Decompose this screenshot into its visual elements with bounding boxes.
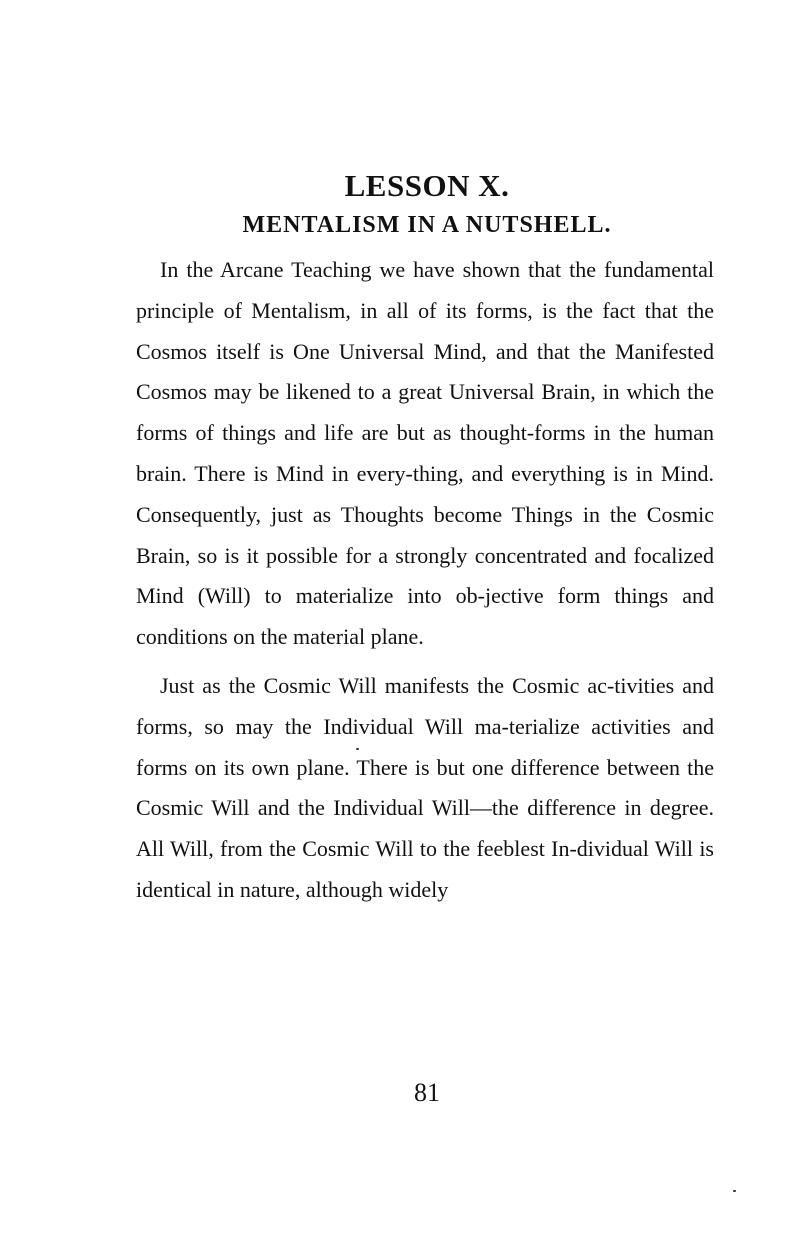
lesson-subtitle: MENTALISM IN A NUTSHELL. bbox=[242, 212, 612, 238]
body-text bbox=[136, 250, 714, 911]
paragraph-2: Just as the Cosmic Will manifests the Cosmic ac-tivities and forms, so may the Individual Will ma-terialize activities and forms on its own plane. There is but one difference between the Cosmic Will and the Individual Will—the difference in degree. All Will, from the Cosmic Will to the feeblest In-dividual Will is identical in nature, although widely bbox=[136, 672, 714, 902]
lesson-title: LESSON X. bbox=[344, 168, 510, 203]
paragraph-1: In the Arcane Teaching we have shown that the fundamental principle of Mentalism, in all of its forms, is the fact that the Cosmos itself is One Universal Mind, and that the Manifested Cosmos may be likened to a great Universal Brain, in which the forms of things and life are but as thought-forms in the human brain. There is Mind in every-thing, and everything is in Mind. Consequently, just as Thoughts become Things in the Cosmic Brain, so is it possible for a strongly concentrated and focalized Mind (Will) to materialize into ob-jective form things and conditions on the material plane. bbox=[136, 257, 714, 650]
scan-speck bbox=[356, 748, 359, 750]
page-number: 81 bbox=[414, 1078, 440, 1107]
scan-speck bbox=[733, 1190, 736, 1192]
